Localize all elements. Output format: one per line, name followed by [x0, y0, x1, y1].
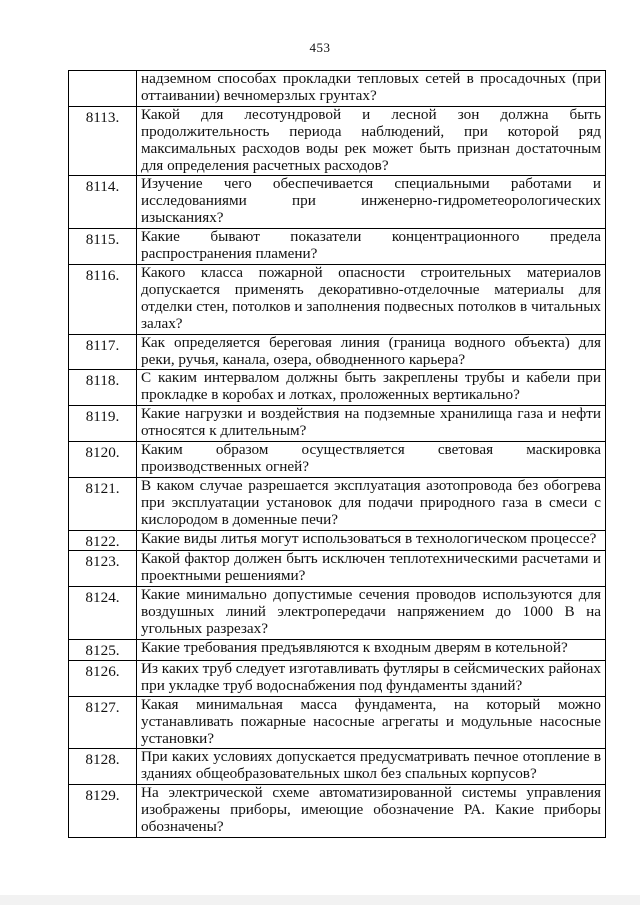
table-row — [69, 71, 606, 107]
question-number: 8123. — [69, 551, 137, 587]
table-row — [69, 551, 606, 587]
question-text: надземном способах прокладки тепловых сетей в просадочных (при оттаивании) вечномерзлых грунтах? — [137, 71, 606, 107]
question-number: 8114. — [69, 176, 137, 229]
page-number: 453 — [309, 40, 331, 55]
question-number: 8129. — [69, 785, 137, 838]
table-row — [69, 370, 606, 406]
question-number — [69, 71, 137, 107]
page-bottom-edge — [0, 895, 640, 905]
table-row — [69, 749, 606, 785]
question-text: Из каких труб следует изготавливать футляры в сейсмических районах при укладке труб водоснабжения под фундаменты зданий? — [137, 660, 606, 696]
table-row — [69, 106, 606, 176]
question-number: 8120. — [69, 442, 137, 478]
table-row — [69, 406, 606, 442]
question-text: Какого класса пожарной опасности строительных материалов допускается применять декоративно-отделочные материалы для отделки стен, потолков и заполнения подвесных потолков в читальных залах? — [137, 264, 606, 334]
question-text: В каком случае разрешается эксплуатация азотопровода без обогрева при эксплуатации установок для подачи природного газа в смеси с кислородом в доменные печи? — [137, 477, 606, 530]
question-text: На электрической схеме автоматизированной системы управления изображены приборы, имеющие обозначение РА. Какие приборы обозначены? — [137, 785, 606, 838]
question-text: Какая минимальная масса фундамента, на который можно устанавливать пожарные насосные агрегаты и модульные насосные установки? — [137, 696, 606, 749]
table-row — [69, 477, 606, 530]
question-text: Как определяется береговая линия (граница водного объекта) для реки, ручья, канала, озера, обводненного карьера? — [137, 334, 606, 370]
question-number: 8116. — [69, 264, 137, 334]
table-row — [69, 334, 606, 370]
table-row — [69, 640, 606, 661]
question-number: 8127. — [69, 696, 137, 749]
table-row — [69, 696, 606, 749]
question-number: 8124. — [69, 587, 137, 640]
question-number: 8125. — [69, 640, 137, 661]
question-number: 8121. — [69, 477, 137, 530]
question-number: 8115. — [69, 229, 137, 265]
question-text: Изучение чего обеспечивается специальными работами и исследованиями при инженерно-гидрометеорологических изысканиях? — [137, 176, 606, 229]
question-text: Какие виды литья могут использоваться в технологическом процессе? — [137, 530, 606, 551]
question-number: 8128. — [69, 749, 137, 785]
question-text: Какие минимально допустимые сечения проводов используются для воздушных линий электропередачи напряжением до 1000 В на угольных разрезах? — [137, 587, 606, 640]
question-text: Какие нагрузки и воздействия на подземные хранилища газа и нефти относятся к длительным? — [137, 406, 606, 442]
question-number: 8117. — [69, 334, 137, 370]
table-row — [69, 264, 606, 334]
table-row — [69, 785, 606, 838]
table-row — [69, 176, 606, 229]
question-text: Какие требования предъявляются к входным дверям в котельной? — [137, 640, 606, 661]
table-row — [69, 229, 606, 265]
table-row — [69, 660, 606, 696]
question-number: 8119. — [69, 406, 137, 442]
table-row — [69, 530, 606, 551]
question-text: Какой для лесотундровой и лесной зон должна быть продолжительность периода наблюдений, при которой ряд максимальных расходов воды рек может быть признан достаточным для определения расчетных расходов? — [137, 106, 606, 176]
question-number: 8122. — [69, 530, 137, 551]
question-text: Каким образом осуществляется световая маскировка производственных огней? — [137, 442, 606, 478]
question-text: С каким интервалом должны быть закреплены трубы и кабели при прокладке в коробах и лотках, проложенных вертикально? — [137, 370, 606, 406]
question-text: Какой фактор должен быть исключен теплотехническими расчетами и проектными решениями? — [137, 551, 606, 587]
question-number: 8118. — [69, 370, 137, 406]
question-number: 8113. — [69, 106, 137, 176]
table-row — [69, 587, 606, 640]
table-row — [69, 442, 606, 478]
question-text: Какие бывают показатели концентрационного предела распространения пламени? — [137, 229, 606, 265]
questions-table — [68, 70, 606, 838]
question-number: 8126. — [69, 660, 137, 696]
question-text: При каких условиях допускается предусматривать печное отопление в зданиях общеобразовательных школ без спальных корпусов? — [137, 749, 606, 785]
